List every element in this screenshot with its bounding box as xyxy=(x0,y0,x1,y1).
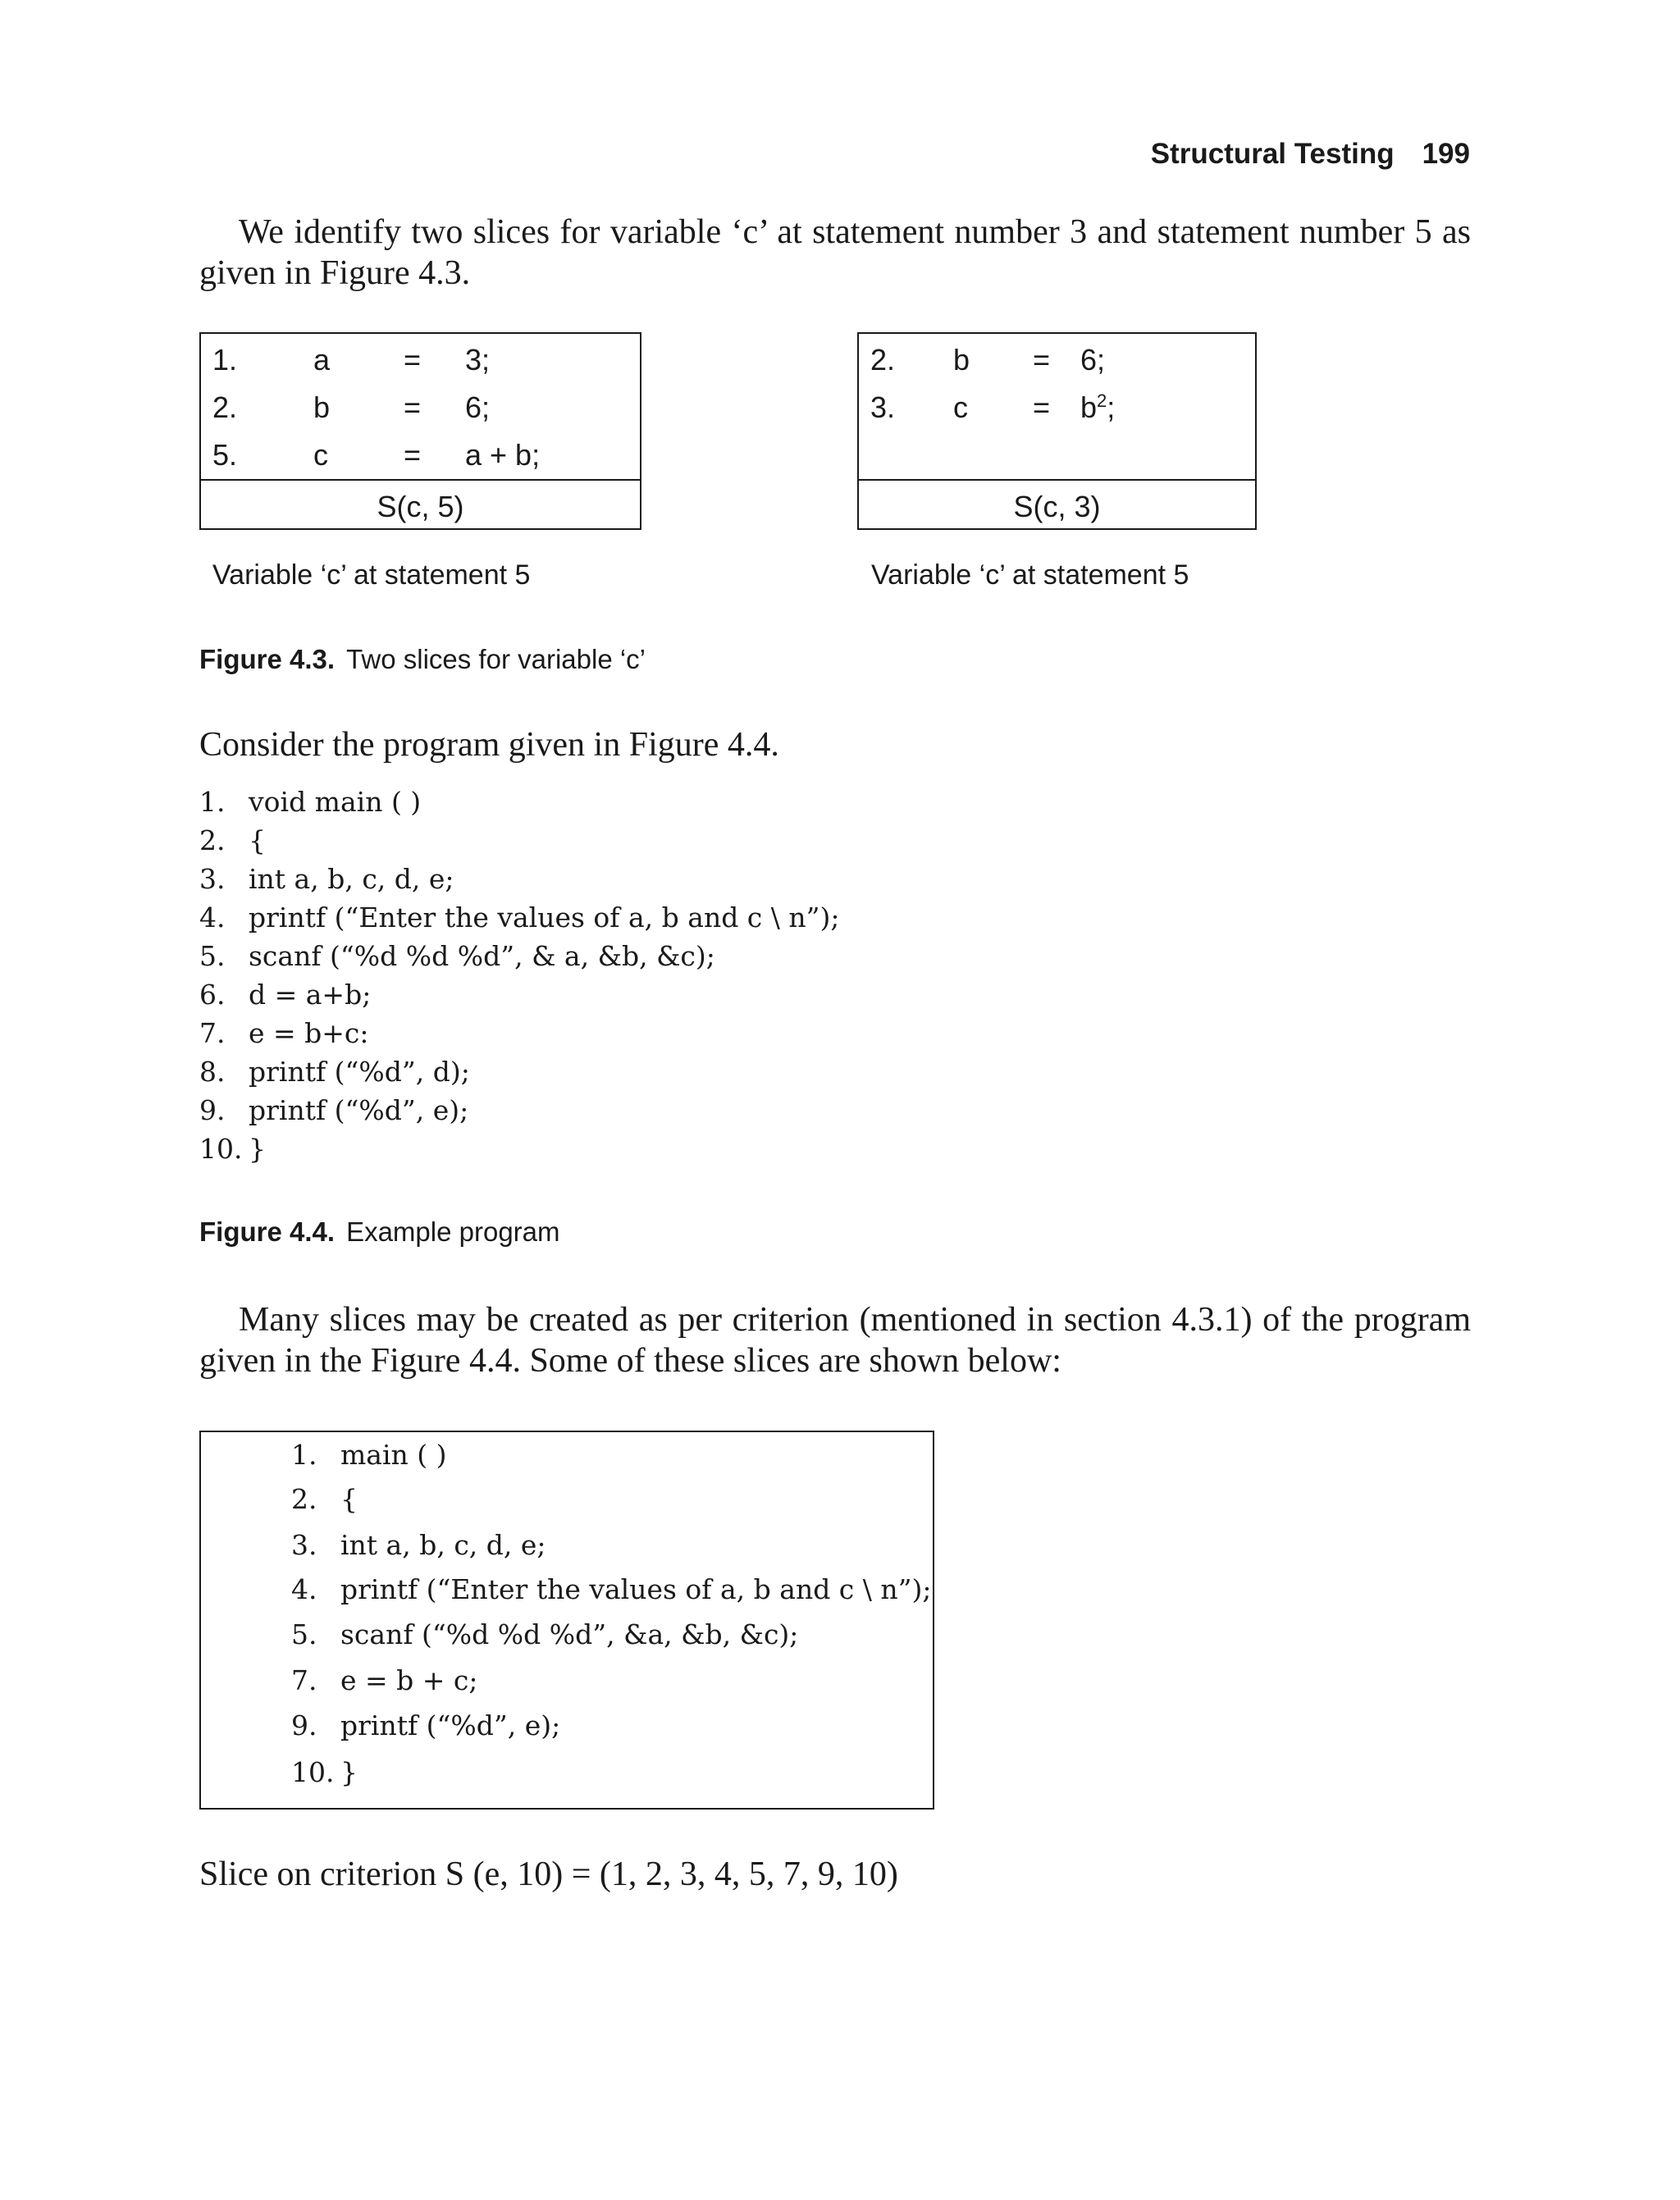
slice-caption-left: Variable ‘c’ at statement 5 xyxy=(212,559,531,591)
consider-text: Consider the program given in Figure 4.4. xyxy=(199,726,779,764)
stmt-equals: = xyxy=(404,438,422,472)
line-code: scanf (“%d %d %d”, & a, &b, &c); xyxy=(249,940,715,972)
line-code: } xyxy=(249,1133,266,1165)
slice-criterion: S(c, 5) xyxy=(377,490,464,523)
line-number: 9. xyxy=(291,1709,317,1741)
line-code: e = b + c; xyxy=(340,1664,478,1696)
intro-paragraph xyxy=(199,212,1471,294)
program-listing xyxy=(199,786,938,1171)
code-line xyxy=(199,1133,266,1166)
stmt-variable: b xyxy=(313,390,331,424)
chapter-title: Structural Testing xyxy=(1150,138,1395,170)
stmt-expression xyxy=(1080,391,1115,424)
slice-caption-right: Variable ‘c’ at statement 5 xyxy=(871,559,1189,591)
stmt-equals: = xyxy=(404,390,422,424)
figure-4-4-caption xyxy=(199,1216,560,1248)
line-number: 3. xyxy=(291,1529,317,1561)
line-number: 5. xyxy=(291,1618,317,1650)
line-number: 9. xyxy=(199,1094,226,1126)
stmt-expression: 3; xyxy=(465,343,491,377)
line-number: 4. xyxy=(199,901,226,933)
stmt-number: 5. xyxy=(212,438,238,472)
code-line xyxy=(291,1439,447,1472)
line-number: 6. xyxy=(199,979,226,1011)
line-code: printf (“%d”, e); xyxy=(249,1094,469,1126)
line-code: { xyxy=(340,1483,358,1515)
code-line xyxy=(291,1573,932,1606)
code-line xyxy=(291,1618,798,1651)
code-line xyxy=(199,1094,468,1127)
line-number: 1. xyxy=(199,786,226,818)
figure-label: Figure 4.4. xyxy=(199,1216,336,1247)
expr-base: b xyxy=(1080,390,1098,424)
code-line xyxy=(291,1709,560,1742)
expr-tail: ; xyxy=(1107,390,1116,424)
slice-box-s-c-3 xyxy=(857,332,1257,530)
code-line xyxy=(291,1664,478,1697)
stmt-variable: b xyxy=(953,343,970,377)
page-number: 199 xyxy=(1422,138,1470,170)
line-code: main ( ) xyxy=(340,1439,447,1471)
slices-paragraph xyxy=(199,1299,1471,1381)
line-code: printf (“%d”, e); xyxy=(340,1709,561,1741)
slice-box-s-e-10 xyxy=(199,1431,934,1810)
slice-box-s-c-5 xyxy=(199,332,641,530)
stmt-expression: 6; xyxy=(1080,343,1106,377)
line-code: printf (“Enter the values of a, b and c \ n”); xyxy=(340,1573,932,1605)
figure-text: Example program xyxy=(346,1216,560,1247)
line-code: e = b+c: xyxy=(249,1017,369,1049)
code-line xyxy=(199,1056,470,1089)
stmt-expression: 6; xyxy=(465,390,491,424)
line-number: 7. xyxy=(291,1664,317,1696)
stmt-variable: c xyxy=(953,390,968,424)
line-number: 4. xyxy=(291,1573,317,1605)
slice-criterion: S(c, 3) xyxy=(1013,490,1101,523)
code-line xyxy=(291,1756,358,1789)
line-number: 5. xyxy=(199,940,226,972)
stmt-variable: c xyxy=(313,438,328,472)
expr-superscript: 2 xyxy=(1097,390,1107,411)
line-code: int a, b, c, d, e; xyxy=(249,863,454,895)
intro-paragraph-text: We identify two slices for variable ‘c’ at statement number 3 and statement number 5 as given in Figure 4.3. xyxy=(199,213,1471,292)
code-line xyxy=(199,786,421,819)
line-code: int a, b, c, d, e; xyxy=(340,1529,546,1561)
line-code: printf (“Enter the values of a, b and c \ n”); xyxy=(249,901,840,933)
line-number: 2. xyxy=(291,1483,317,1515)
stmt-variable: a xyxy=(313,343,331,377)
line-number: 1. xyxy=(291,1439,317,1471)
code-line xyxy=(199,863,454,896)
figure-label: Figure 4.3. xyxy=(199,644,336,674)
code-line xyxy=(291,1529,546,1562)
line-number: 2. xyxy=(199,824,226,856)
line-code: } xyxy=(340,1756,358,1788)
code-line xyxy=(199,901,840,934)
line-number: 8. xyxy=(199,1056,226,1088)
line-number: 10. xyxy=(199,1133,243,1165)
line-number: 7. xyxy=(199,1017,226,1049)
figure-4-3-caption xyxy=(199,644,646,675)
line-code: scanf (“%d %d %d”, &a, &b, &c); xyxy=(340,1618,799,1650)
stmt-expression: a + b; xyxy=(465,438,541,472)
box-divider xyxy=(201,479,640,481)
stmt-equals: = xyxy=(1033,343,1051,377)
line-code: void main ( ) xyxy=(249,786,422,818)
running-header xyxy=(1151,138,1470,171)
line-number: 3. xyxy=(199,863,226,895)
line-code: { xyxy=(249,824,266,856)
line-code: printf (“%d”, d); xyxy=(249,1056,470,1088)
slices-paragraph-text: Many slices may be created as per criterion (mentioned in section 4.3.1) of the program given in the Figure 4.4. Some of these slices are shown below: xyxy=(199,1301,1471,1380)
figure-text: Two slices for variable ‘c’ xyxy=(346,644,646,674)
code-line xyxy=(199,940,715,973)
line-number: 10. xyxy=(291,1756,335,1788)
stmt-equals: = xyxy=(1033,390,1051,424)
slice-criterion-statement: Slice on criterion S (e, 10) = (1, 2, 3, 4, 5, 7, 9, 10) xyxy=(199,1855,898,1893)
stmt-number: 2. xyxy=(212,390,238,424)
code-line xyxy=(199,979,371,1011)
stmt-number: 1. xyxy=(212,343,238,377)
code-line xyxy=(291,1483,358,1516)
box-divider xyxy=(859,479,1255,481)
stmt-number: 2. xyxy=(870,343,896,377)
line-code: d = a+b; xyxy=(249,979,372,1011)
code-line xyxy=(199,824,266,857)
code-line xyxy=(199,1017,369,1050)
stmt-equals: = xyxy=(404,343,422,377)
stmt-number: 3. xyxy=(870,390,896,424)
